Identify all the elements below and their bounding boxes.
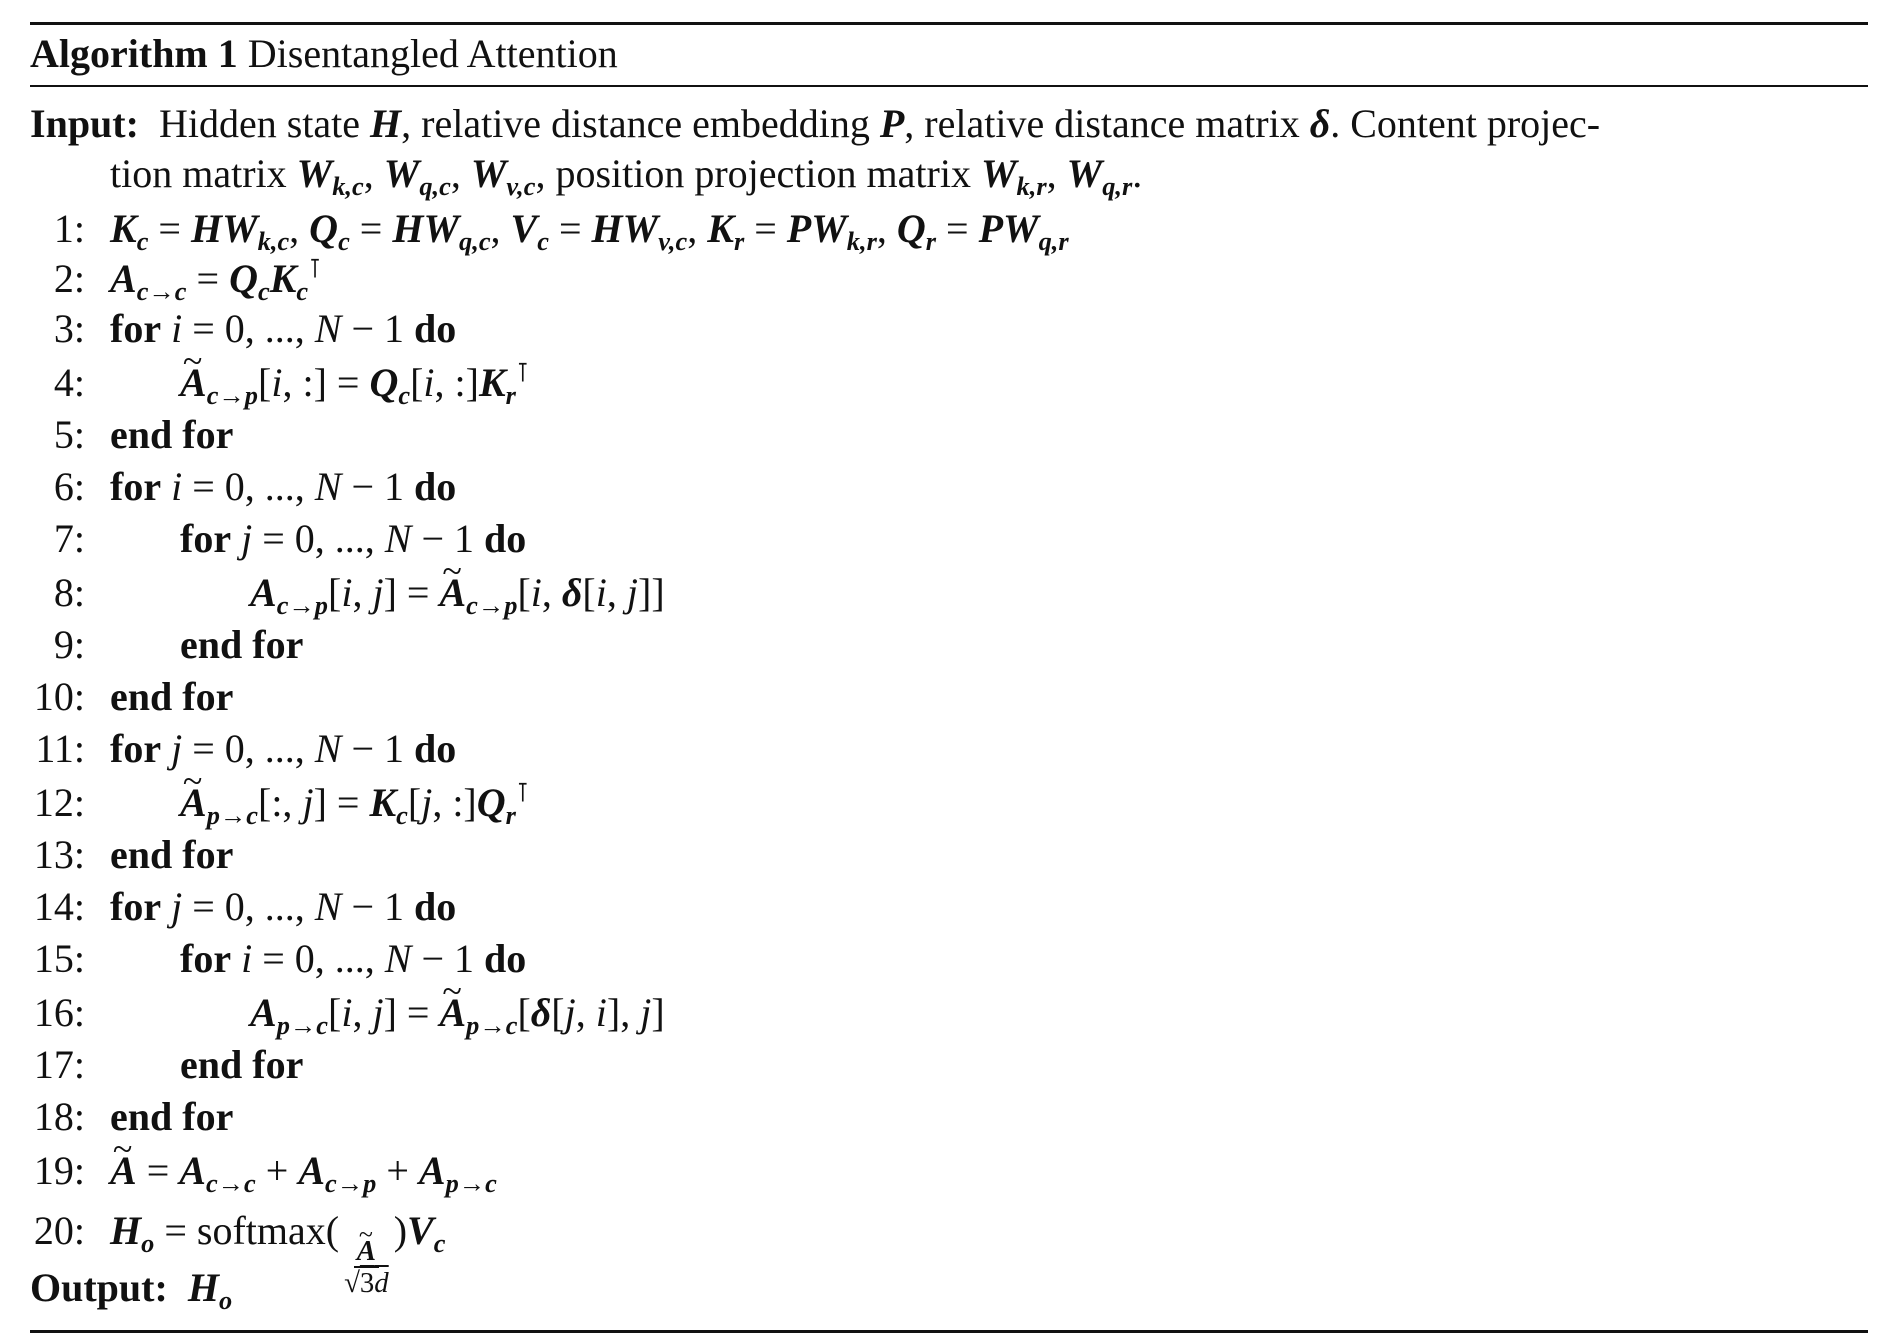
input-label: Input: <box>30 101 139 146</box>
step-19: 19:~ $A = A_{c\to c} + A_{c\to p} + A_{p\to c}$ <box>30 1146 497 1196</box>
step-6: 6: for i = 0, ..., N − 1 do <box>53 464 457 509</box>
step-13: 13: end for <box>33 832 234 877</box>
step-8: 8: $A_{c\to p}[i$, j] = ~ $A_{c\to p}[i$, δ[i, j]] <box>30 568 665 618</box>
step-7: 7: for j = 0, ..., N − 1 do <box>53 516 527 561</box>
step-15: 15: for i = 0, ..., N − 1 do <box>33 936 527 981</box>
input-line-1: Input: Hidden state H, relative distance embedding P, relative distance matrix δ. Content projec- <box>30 101 1601 146</box>
step-5: 5: end for <box>53 412 234 457</box>
step-2: 2: $A_{c\to c} = Q_cK_c^⊺$ <box>53 253 322 306</box>
bottom-rule <box>30 1330 1868 1333</box>
algorithm-label: Algorithm 1 <box>30 31 238 76</box>
algorithm-caption <box>30 30 618 78</box>
output-line: Output: $H_o$ <box>30 1265 233 1315</box>
step-3: 3: for i = 0, ..., N − 1 do <box>53 306 457 351</box>
algorithm-title: Disentangled Attention <box>247 31 618 76</box>
step-12: 12:~ $A_{p\to c}$[:, $j] = K_c[j$, $:]Q_r^⊺$ <box>30 778 530 828</box>
step-11: 11: for j = 0, ..., N − 1 do <box>35 726 457 771</box>
step-20: 20: $H_o$ = softmax( ~ A √ 3d )$V_c$ <box>30 1206 445 1256</box>
step-1: 1: $K_c = HW_{k,c}$, $Q_c = HW_{q,c}$, $V_c = HW_{v,c}$, $K_r = PW_{k,r}$, $Q_r = PW_{q,r}$ <box>53 206 1069 256</box>
output-label: Output: <box>30 1265 168 1310</box>
step-10: 10: end for <box>33 674 234 719</box>
step-18: 18: end for <box>33 1094 234 1139</box>
step-17: 17: end for <box>33 1042 304 1087</box>
step-4: 4:~ $A_{c\to p}[i$, :] = $Q_c[i$, $:]K_r^⊺$ <box>30 358 530 408</box>
step-16: 16: $A_{p\to c}[i$, j] = ~ $A_{p\to c}[\delta[j$, i], j] <box>30 988 665 1038</box>
caption-rule <box>30 85 1868 87</box>
step-9: 9: end for <box>53 622 304 667</box>
input-line-2: tion matrix $W_{k,c}$, $W_{q,c}$, $W_{v,c}$, position projection matrix $W_{k,r}$, $W_{q,r}$. <box>110 151 1143 201</box>
step-14: 14: for j = 0, ..., N − 1 do <box>33 884 457 929</box>
top-rule <box>30 22 1868 25</box>
